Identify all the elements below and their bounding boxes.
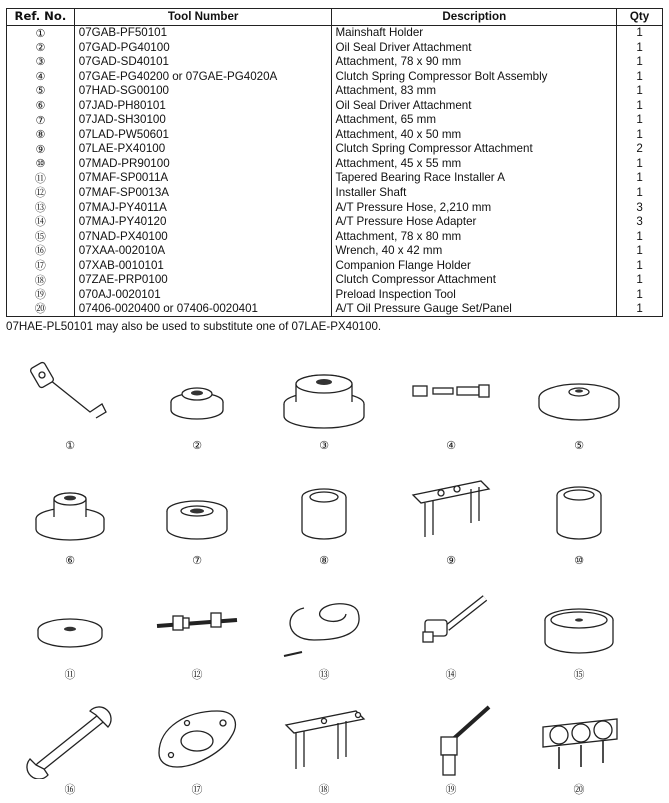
table-row xyxy=(7,98,663,113)
tool-illustration xyxy=(519,352,639,452)
tool-ref-label: ⑪ xyxy=(64,668,76,681)
description-cell: Tapered Bearing Race Installer A xyxy=(332,171,617,186)
tool-number-cell: 07XAA-002010A xyxy=(74,244,332,259)
qty-cell: 1 xyxy=(617,40,663,55)
qty-cell: 1 xyxy=(617,244,663,259)
qty-cell: 1 xyxy=(617,287,663,302)
tool-ref-label: ⑦ xyxy=(192,554,202,567)
tool-illustration xyxy=(391,467,511,567)
tool-ref-label: ⑰ xyxy=(191,783,203,796)
ref-cell: ⑤ xyxy=(7,84,75,99)
table-row xyxy=(7,142,663,157)
tool-ref-label: ⑩ xyxy=(574,554,584,567)
qty-cell: 1 xyxy=(617,171,663,186)
tool-number-cell: 07MAJ-PY4011A xyxy=(74,200,332,215)
qty-cell: 1 xyxy=(617,156,663,171)
tool-illustration xyxy=(137,697,257,797)
tool-number-cell: 07MAJ-PY40120 xyxy=(74,215,332,230)
ref-cell: ⑥ xyxy=(7,98,75,113)
table-row xyxy=(7,200,663,215)
table-header-row xyxy=(7,9,663,26)
tool-illustration xyxy=(137,352,257,452)
qty-cell: 2 xyxy=(617,142,663,157)
footnote: 07HAE-PL50101 may also be used to substitute one of 07LAE-PX40100. xyxy=(6,320,382,333)
tool-number-cell: 07LAE-PX40100 xyxy=(74,142,332,157)
attachment-cup-icon xyxy=(529,582,629,664)
tool-illustration xyxy=(10,352,130,452)
description-cell: Attachment, 78 x 80 mm xyxy=(332,229,617,244)
tool-illustration xyxy=(264,352,384,452)
race-installer-icon xyxy=(20,582,120,664)
attachment-disc-icon xyxy=(529,352,629,434)
description-cell: Preload Inspection Tool xyxy=(332,287,617,302)
table-row xyxy=(7,26,663,41)
table-row xyxy=(7,287,663,302)
header-ref-no: Ref. No. xyxy=(7,9,75,26)
qty-cell: 3 xyxy=(617,200,663,215)
tool-ref-label: ⑧ xyxy=(319,554,329,567)
oil-seal-driver-attachment-icon xyxy=(20,467,120,549)
description-cell: Mainshaft Holder xyxy=(332,26,617,41)
description-cell: Attachment, 45 x 55 mm xyxy=(332,156,617,171)
ref-cell: ⑩ xyxy=(7,156,75,171)
installer-shaft-icon xyxy=(147,582,247,664)
tool-illustration xyxy=(10,582,130,682)
preload-tool-icon xyxy=(401,697,501,779)
description-cell: Oil Seal Driver Attachment xyxy=(332,98,617,113)
tool-number-cell: 07GAD-SD40101 xyxy=(74,55,332,70)
tool-illustration xyxy=(10,697,130,797)
ref-cell: ② xyxy=(7,40,75,55)
tool-number-cell: 07GAB-PF50101 xyxy=(74,26,332,41)
tool-ref-label: ⑤ xyxy=(574,439,584,452)
tool-illustrations xyxy=(0,340,669,800)
description-cell: A/T Pressure Hose, 2,210 mm xyxy=(332,200,617,215)
flange-holder-icon xyxy=(147,697,247,779)
description-cell: Clutch Compressor Attachment xyxy=(332,273,617,288)
mainshaft-holder-icon xyxy=(20,352,120,434)
tool-number-cell: 07HAD-SG00100 xyxy=(74,84,332,99)
pressure-gauge-panel-icon xyxy=(529,697,629,779)
ref-cell: ⑫ xyxy=(7,186,75,201)
pressure-hose-icon xyxy=(274,582,374,664)
tool-number-cell: 07406-0020400 or 07406-0020401 xyxy=(74,302,332,317)
description-cell: A/T Oil Pressure Gauge Set/Panel xyxy=(332,302,617,317)
ref-cell: ⑪ xyxy=(7,171,75,186)
qty-cell: 1 xyxy=(617,273,663,288)
tool-number-cell: 07JAD-SH30100 xyxy=(74,113,332,128)
table-row xyxy=(7,40,663,55)
tool-illustration xyxy=(264,582,384,682)
table-row xyxy=(7,258,663,273)
tool-illustration xyxy=(519,697,639,797)
qty-cell: 1 xyxy=(617,127,663,142)
tool-number-cell: 07GAE-PG40200 or 07GAE-PG4020A xyxy=(74,69,332,84)
description-cell: Attachment, 40 x 50 mm xyxy=(332,127,617,142)
qty-cell: 1 xyxy=(617,98,663,113)
tool-illustration xyxy=(264,697,384,797)
qty-cell: 1 xyxy=(617,186,663,201)
tool-ref-label: ⑫ xyxy=(191,668,203,681)
ref-cell: ① xyxy=(7,26,75,41)
tool-number-cell: 07LAD-PW50601 xyxy=(74,127,332,142)
attachment-65-icon xyxy=(147,467,247,549)
tool-number-cell: 07MAF-SP0013A xyxy=(74,186,332,201)
qty-cell: 1 xyxy=(617,113,663,128)
ref-cell: ④ xyxy=(7,69,75,84)
tool-number-cell: 07MAF-SP0011A xyxy=(74,171,332,186)
description-cell: Installer Shaft xyxy=(332,186,617,201)
tool-illustration xyxy=(10,467,130,567)
description-cell: A/T Pressure Hose Adapter xyxy=(332,215,617,230)
table-row xyxy=(7,127,663,142)
tool-ref-label: ④ xyxy=(446,439,456,452)
tool-illustration xyxy=(391,697,511,797)
table-row xyxy=(7,55,663,70)
qty-cell: 1 xyxy=(617,84,663,99)
tool-illustration xyxy=(264,467,384,567)
table-row xyxy=(7,229,663,244)
header-description: Description xyxy=(332,9,617,26)
attachment-large-icon xyxy=(274,352,374,434)
tool-ref-label: ⑥ xyxy=(65,554,75,567)
attachment-sleeve-icon xyxy=(529,467,629,549)
ref-cell: ⑨ xyxy=(7,142,75,157)
tool-number-cell: 07MAD-PR90100 xyxy=(74,156,332,171)
ref-cell: ⑯ xyxy=(7,244,75,259)
clutch-compressor-icon xyxy=(274,697,374,779)
qty-cell: 1 xyxy=(617,229,663,244)
tool-number-cell: 07NAD-PX40100 xyxy=(74,229,332,244)
description-cell: Attachment, 83 mm xyxy=(332,84,617,99)
table-row xyxy=(7,186,663,201)
tool-ref-label: ③ xyxy=(319,439,329,452)
table-row xyxy=(7,171,663,186)
table-row xyxy=(7,215,663,230)
tool-illustration xyxy=(391,352,511,452)
wrench-icon xyxy=(20,697,120,779)
ref-cell: ⑬ xyxy=(7,200,75,215)
attachment-cylinder-icon xyxy=(274,467,374,549)
bolt-assembly-icon xyxy=(401,352,501,434)
description-cell: Attachment, 65 mm xyxy=(332,113,617,128)
ref-cell: ⑮ xyxy=(7,229,75,244)
tool-illustration xyxy=(519,467,639,567)
qty-cell: 1 xyxy=(617,258,663,273)
table-row xyxy=(7,273,663,288)
table-row xyxy=(7,302,663,317)
tool-number-cell: 07XAB-0010101 xyxy=(74,258,332,273)
table-row xyxy=(7,156,663,171)
tool-ref-label: ⑯ xyxy=(64,783,76,796)
ref-cell: ⑧ xyxy=(7,127,75,142)
tool-ref-label: ⑱ xyxy=(318,783,330,796)
tool-number-cell: 07GAD-PG40100 xyxy=(74,40,332,55)
qty-cell: 1 xyxy=(617,55,663,70)
tool-illustration xyxy=(519,582,639,682)
ref-cell: ⑲ xyxy=(7,287,75,302)
tool-number-cell: 07ZAE-PRP0100 xyxy=(74,273,332,288)
tool-number-cell: 070AJ-0020101 xyxy=(74,287,332,302)
header-tool-number: Tool Number xyxy=(74,9,332,26)
tool-number-cell: 07JAD-PH80101 xyxy=(74,98,332,113)
ref-cell: ⑳ xyxy=(7,302,75,317)
tool-ref-label: ⑮ xyxy=(573,668,585,681)
header-qty: Qty xyxy=(617,9,663,26)
tool-ref-label: ⑭ xyxy=(445,668,457,681)
tools-table xyxy=(6,8,663,317)
table-row xyxy=(7,69,663,84)
tool-ref-label: ⑬ xyxy=(318,668,330,681)
hose-adapter-icon xyxy=(401,582,501,664)
table-row xyxy=(7,113,663,128)
qty-cell: 1 xyxy=(617,26,663,41)
description-cell: Clutch Spring Compressor Attachment xyxy=(332,142,617,157)
table-row xyxy=(7,84,663,99)
spring-compressor-attachment-icon xyxy=(401,467,501,549)
tool-ref-label: ⑨ xyxy=(446,554,456,567)
description-cell: Oil Seal Driver Attachment xyxy=(332,40,617,55)
tool-ref-label: ② xyxy=(192,439,202,452)
description-cell: Companion Flange Holder xyxy=(332,258,617,273)
ref-cell: ⑰ xyxy=(7,258,75,273)
description-cell: Wrench, 40 x 42 mm xyxy=(332,244,617,259)
ref-cell: ③ xyxy=(7,55,75,70)
tool-ref-label: ⑳ xyxy=(573,783,585,796)
description-cell: Clutch Spring Compressor Bolt Assembly xyxy=(332,69,617,84)
tool-ref-label: ⑲ xyxy=(445,783,457,796)
ref-cell: ⑭ xyxy=(7,215,75,230)
table-row xyxy=(7,244,663,259)
table-body xyxy=(7,26,663,317)
qty-cell: 1 xyxy=(617,69,663,84)
oil-seal-driver-icon xyxy=(147,352,247,434)
description-cell: Attachment, 78 x 90 mm xyxy=(332,55,617,70)
tool-illustration xyxy=(137,582,257,682)
tool-ref-label: ① xyxy=(65,439,75,452)
ref-cell: ⑦ xyxy=(7,113,75,128)
tool-illustration xyxy=(391,582,511,682)
qty-cell: 1 xyxy=(617,302,663,317)
ref-cell: ⑱ xyxy=(7,273,75,288)
qty-cell: 3 xyxy=(617,215,663,230)
tool-illustration xyxy=(137,467,257,567)
